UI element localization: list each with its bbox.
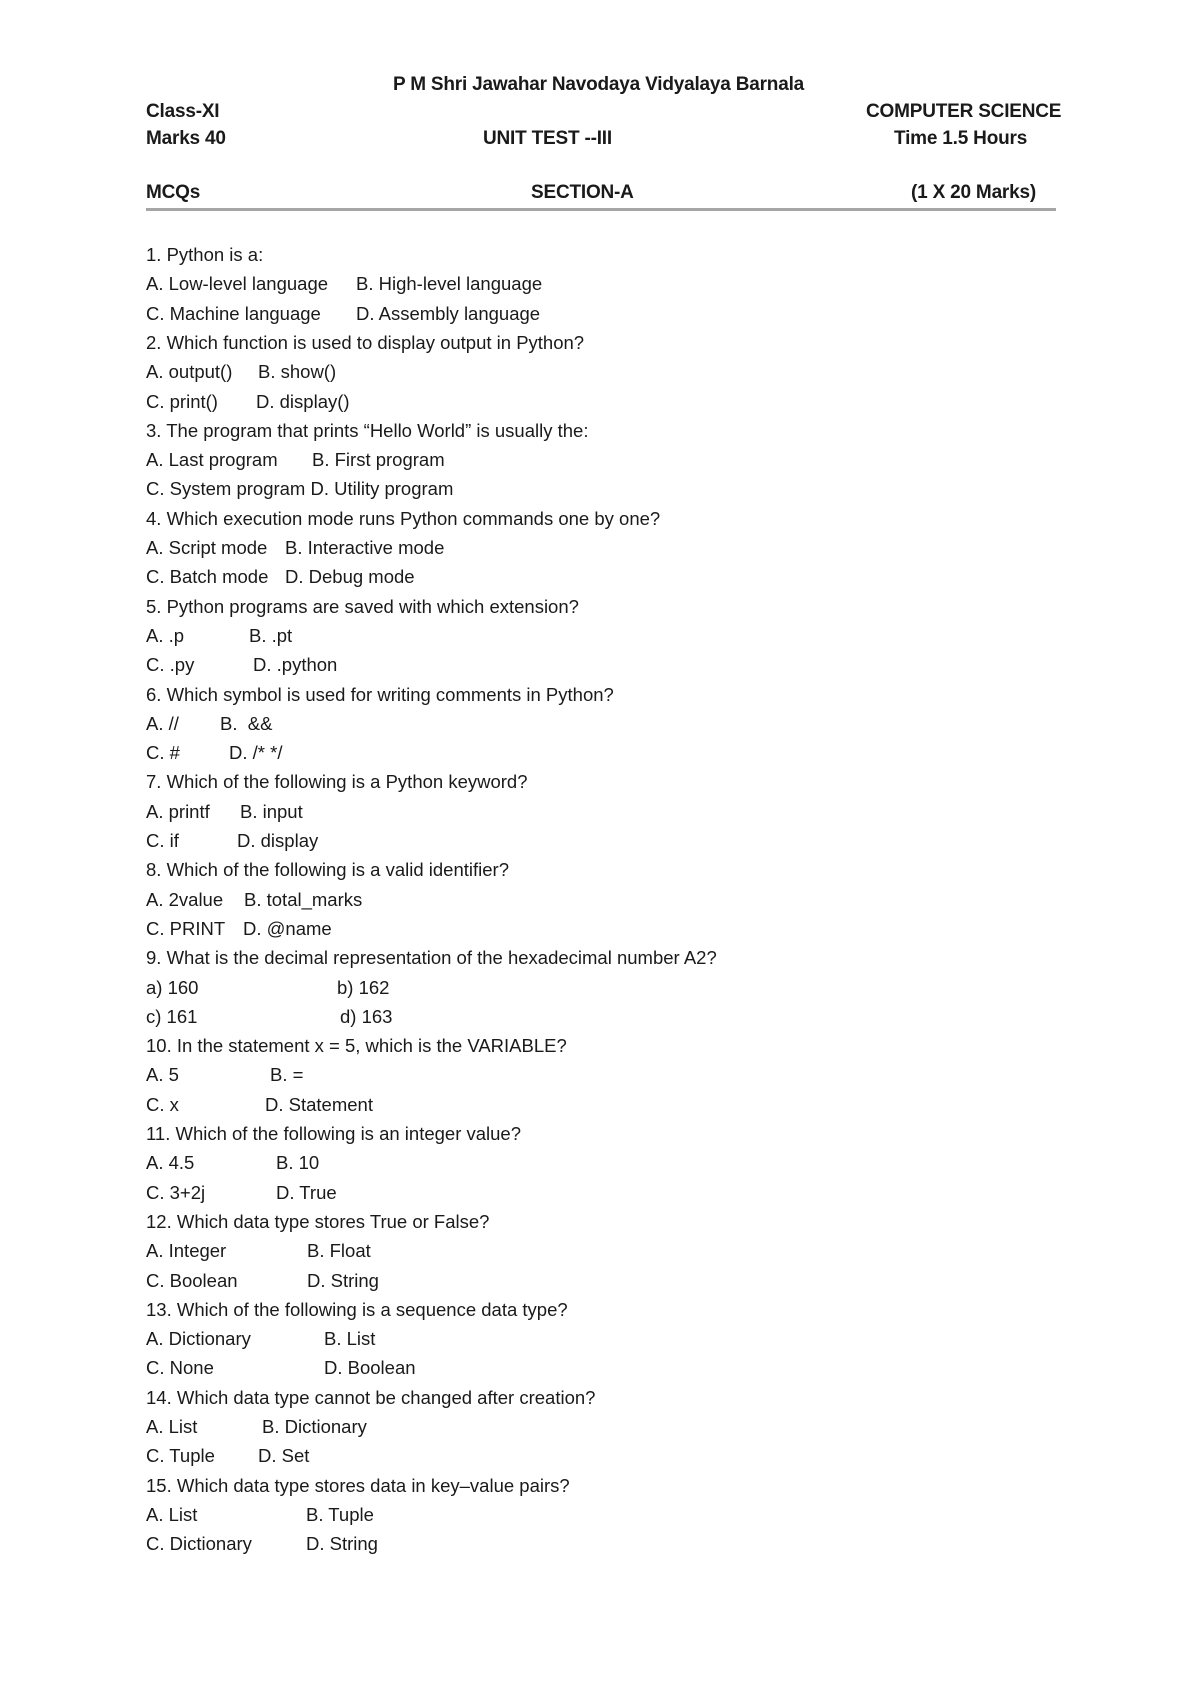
option-5-1: A. .p: [146, 624, 185, 646]
option-5-2: B. .pt: [249, 624, 293, 646]
question-15: 15. Which data type stores data in key–value pairs?: [146, 1474, 570, 1496]
time-label: Time 1.5 Hours: [894, 128, 1028, 149]
option-1-3: C. Machine language: [146, 302, 321, 324]
header-divider: [146, 208, 1056, 211]
option-1-4: D. Assembly language: [356, 302, 541, 324]
question-11: 11. Which of the following is an integer value?: [146, 1123, 522, 1144]
question-8: 8. Which of the following is a valid identifier?: [146, 859, 509, 881]
option-5-3: C. .py: [146, 654, 195, 676]
option-8-4: D. @name: [243, 917, 332, 939]
option-9-4: d) 163: [340, 1005, 393, 1027]
option-4-3: C. Batch mode: [146, 566, 269, 588]
option-15-3: C. Dictionary: [146, 1533, 252, 1555]
question-10: 10. In the statement x = 5, which is the VARIABLE?: [146, 1035, 567, 1057]
option-3-3: C. System program D. Utility program: [146, 478, 454, 500]
option-10-1: A. 5: [146, 1064, 179, 1086]
option-12-1: A. Integer: [146, 1240, 227, 1262]
option-3-1: A. Last program: [146, 449, 278, 471]
option-2-1: A. output(): [146, 361, 233, 383]
option-15-2: B. Tuple: [306, 1503, 374, 1525]
option-9-2: b) 162: [337, 976, 390, 998]
question-3: 3. The program that prints “Hello World” is usually the:: [146, 419, 589, 441]
option-13-3: C. None: [146, 1357, 214, 1379]
option-3-2: B. First program: [312, 449, 445, 471]
option-4-4: D. Debug mode: [285, 566, 415, 588]
option-12-4: D. String: [307, 1269, 379, 1291]
test-title: UNIT TEST --III: [483, 128, 612, 149]
option-14-2: B. Dictionary: [262, 1416, 367, 1437]
question-13: 13. Which of the following is a sequence data type?: [146, 1298, 568, 1320]
school-name: P M Shri Jawahar Navodaya Vidyalaya Barnala: [393, 74, 805, 95]
question-7: 7. Which of the following is a Python keyword?: [146, 771, 528, 793]
option-13-4: D. Boolean: [324, 1357, 416, 1379]
option-4-1: A. Script mode: [146, 537, 268, 558]
option-10-3: C. x: [146, 1093, 179, 1115]
option-2-3: C. print(): [146, 390, 218, 412]
option-14-1: A. List: [146, 1416, 198, 1437]
option-5-4: D. .python: [253, 654, 338, 676]
question-1: 1. Python is a:: [146, 244, 264, 265]
question-9: 9. What is the decimal representation of the hexadecimal number A2?: [146, 947, 717, 969]
option-1-1: A. Low-level language: [146, 273, 329, 295]
option-13-1: A. Dictionary: [146, 1328, 251, 1350]
option-11-2: B. 10: [276, 1152, 320, 1174]
option-12-3: C. Boolean: [146, 1269, 238, 1291]
option-6-1: A. //: [146, 712, 179, 734]
option-10-2: B. =: [270, 1064, 304, 1086]
section-title: SECTION-A: [531, 182, 634, 203]
question-12: 12. Which data type stores True or False?: [146, 1210, 490, 1232]
option-6-4: D. /* */: [229, 742, 283, 764]
option-8-2: B. total_marks: [244, 888, 363, 910]
option-8-1: A. 2value: [146, 888, 224, 910]
option-1-2: B. High-level language: [356, 273, 543, 295]
mcqs-label: MCQs: [146, 182, 201, 203]
option-12-2: B. Float: [307, 1240, 371, 1262]
class-label: Class-XI: [146, 101, 220, 122]
option-14-3: C. Tuple: [146, 1445, 215, 1467]
option-4-2: B. Interactive mode: [285, 537, 445, 558]
option-11-3: C. 3+2j: [146, 1181, 206, 1203]
option-11-1: A. 4.5: [146, 1152, 195, 1174]
option-2-2: B. show(): [258, 361, 337, 383]
option-7-3: C. if: [146, 830, 179, 851]
question-2: 2. Which function is used to display output in Python?: [146, 331, 585, 353]
option-15-1: A. List: [146, 1503, 198, 1525]
option-7-1: A. printf: [146, 800, 210, 822]
option-14-4: D. Set: [258, 1445, 310, 1467]
question-5: 5. Python programs are saved with which extension?: [146, 595, 579, 617]
option-8-3: C. PRINT: [146, 917, 226, 939]
question-6: 6. Which symbol is used for writing comments in Python?: [146, 683, 614, 705]
subject-label: COMPUTER SCIENCE: [866, 101, 1062, 122]
marks-label: Marks 40: [146, 128, 226, 149]
option-13-2: B. List: [324, 1328, 376, 1350]
question-4: 4. Which execution mode runs Python commands one by one?: [146, 507, 661, 529]
option-7-2: B. input: [240, 800, 303, 822]
question-14: 14. Which data type cannot be changed after creation?: [146, 1386, 596, 1408]
option-15-4: D. String: [306, 1533, 378, 1555]
option-2-4: D. display(): [256, 390, 350, 412]
option-6-2: B. &&: [220, 712, 273, 734]
option-9-1: a) 160: [146, 976, 199, 998]
option-11-4: D. True: [276, 1181, 337, 1203]
option-6-3: C. #: [146, 742, 180, 764]
option-9-3: c) 161: [146, 1005, 198, 1027]
section-marks: (1 X 20 Marks): [911, 182, 1036, 203]
option-7-4: D. display: [237, 830, 319, 851]
option-10-4: D. Statement: [265, 1093, 373, 1115]
